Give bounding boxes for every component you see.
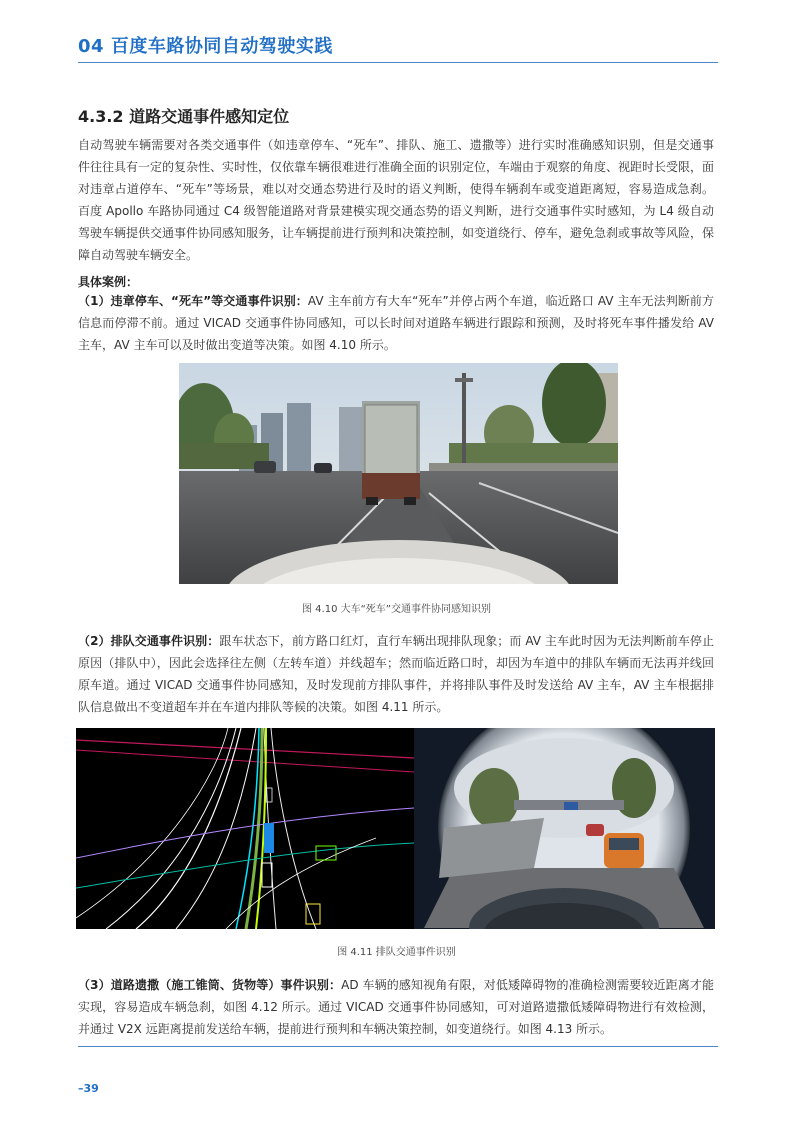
case2-paragraph <box>78 630 714 718</box>
figure-4-11-visualization <box>76 728 414 929</box>
case1-body: AV 主车前方有大车“死车”并停占两个车道，临近路口 AV 主车无法判断前方信息而停滞不前。通过 VICAD 交通事件协同感知，可以长时间对道路车辆进行跟踪和预测，及时将死车事件播发给 AV 主车，AV 主车可以及时做出变道等决策。如图 4.10 所示。 <box>78 294 715 352</box>
case2-title: （2）排队交通事件识别： <box>78 634 220 648</box>
section-heading: 4.3.2 道路交通事件感知定位 <box>78 107 290 126</box>
case1-paragraph <box>78 290 714 356</box>
cases-label: 具体案例： <box>78 275 139 289</box>
case3-paragraph <box>78 974 714 1040</box>
case3-body: AD 车辆的感知视角有限，对低矮障碍物的准确检测需要较近距离才能实现，容易造成车辆急刹，如图 4.12 所示。通过 VICAD 交通事件协同感知，可对道路遗撒低矮障碍物进行有效检测，并通过 V2X 远距离提前发送给车辆，提前进行预判和车辆决策控制，如变道绕行。如图 4.13 所示。 <box>78 978 714 1036</box>
figure-4-11-caption: 图 4.11 排队交通事件识别 <box>337 947 456 958</box>
header-rule <box>78 62 718 63</box>
case3-title: （3）道路遗撒（施工锥筒、货物等）事件识别： <box>78 978 342 992</box>
page-number: –39 <box>78 1082 99 1095</box>
case2-body: 跟车状态下，前方路口红灯，直行车辆出现排队现象；而 AV 主车此时因为无法判断前车停止原因（排队中），因此会选择往左侧（左转车道）并线超车；然而临近路口时，却因为车道中的排队车辆而无法再并线回原车道。通过 VICAD 交通事件协同感知，及时发现前方排队事件，并将排队事件及时发送给 AV 主车，AV 主车根据排队信息做出不变道超车并在车道内排队等候的决策。如图 4.11 所示。 <box>78 634 714 714</box>
chapter-title: 04 百度车路协同自动驾驶实践 <box>78 36 333 57</box>
figure-4-11-fisheye-photo <box>414 728 715 929</box>
case1-title: （1）违章停车、“死车”等交通事件识别： <box>78 294 308 308</box>
figure-4-10-photo <box>179 363 618 584</box>
intro-paragraph: 自动驾驶车辆需要对各类交通事件（如违章停车、“死车”、排队、施工、遗撒等）进行实时准确感知识别，但是交通事件往往具有一定的复杂性、实时性，仅依靠车辆很难进行准确全面的识别定位，车端由于观察的角度、视距时长受限，面对违章占道停车、“死车”等场景，难以对交通态势进行及时的语义判断，使得车辆刹车或变道距离短，容易造成急刹。百度 Apollo 车路协同通过 C4 级智能道路对背景建模实现交通态势的语义判断，进行交通事件实时感知，为 L4 级自动驾驶车辆提供交通事件协同感知服务，让车辆提前进行预判和决策控制，如变道绕行、停车，避免急刹或事故等风险，保障自动驾驶车辆安全。 <box>78 138 715 262</box>
figure-4-10-caption: 图 4.10 大车“死车”交通事件协同感知识别 <box>302 604 491 615</box>
footer-rule <box>78 1046 718 1047</box>
